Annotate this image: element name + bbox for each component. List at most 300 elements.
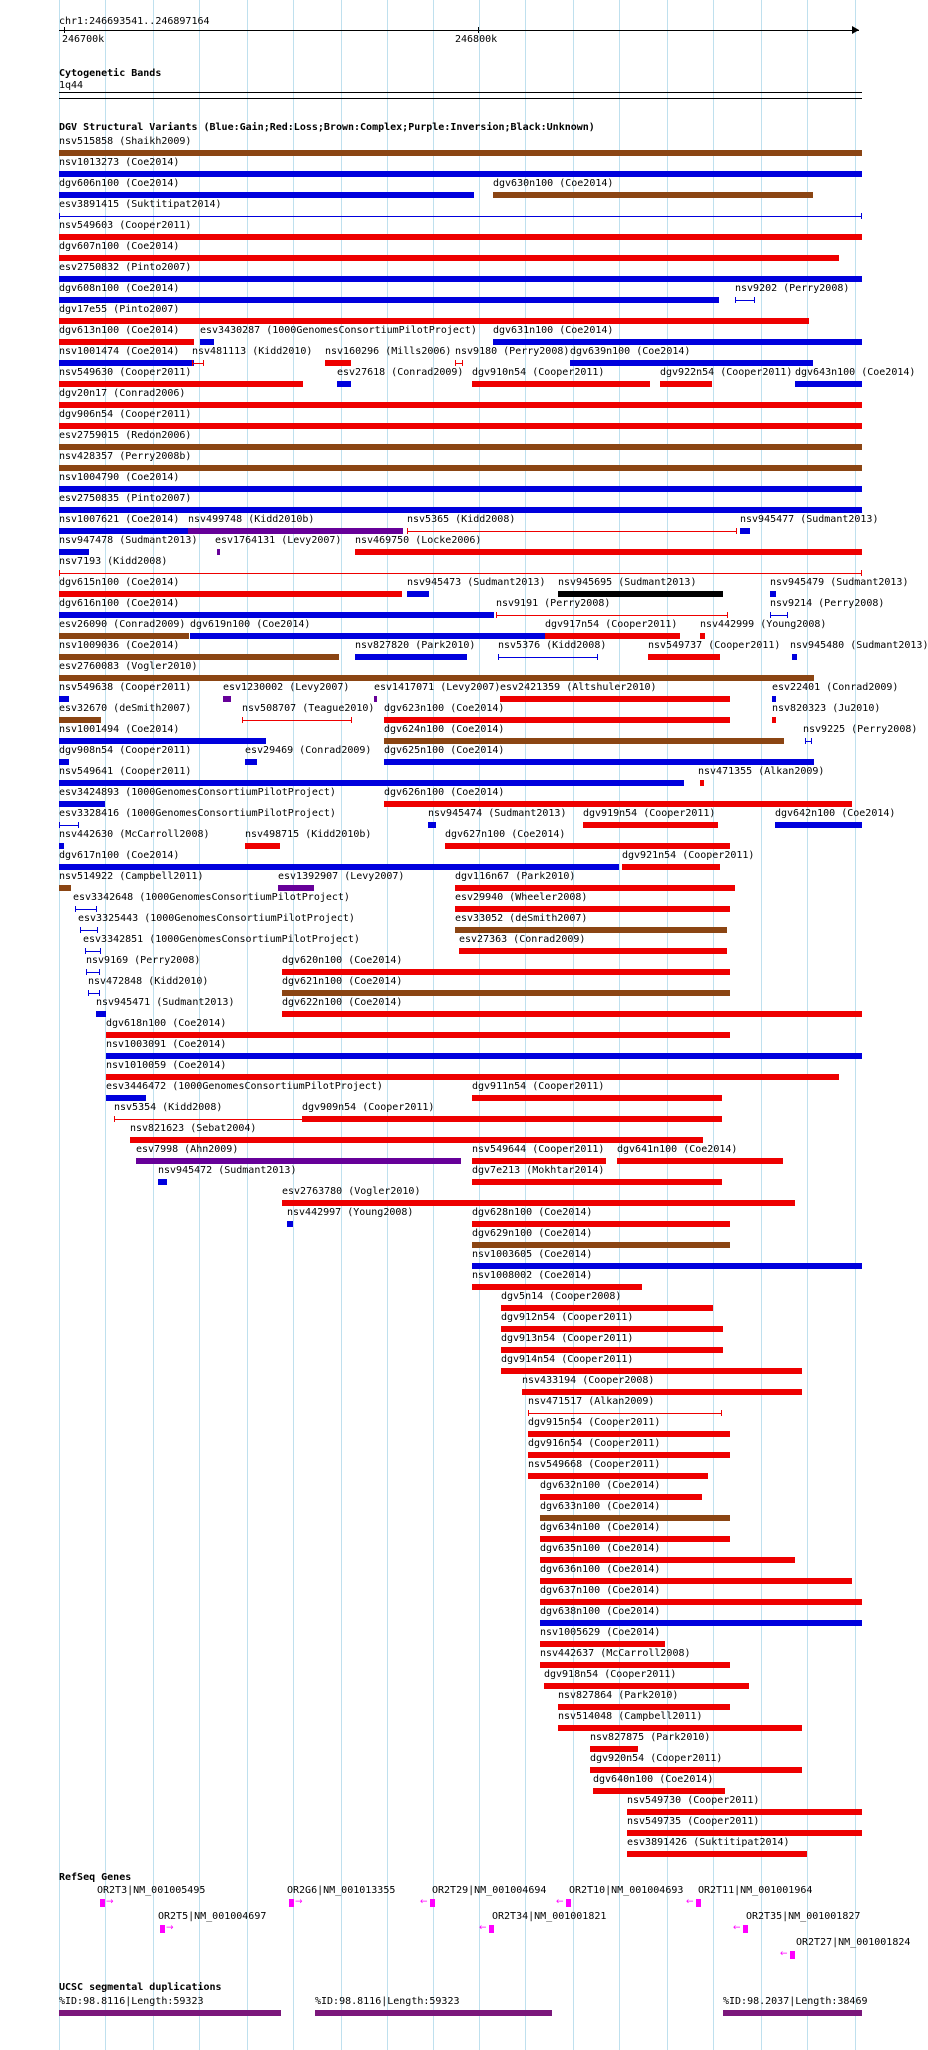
dgv-feature-bar[interactable] (384, 717, 730, 723)
dgv-feature-label[interactable]: dgv624n100 (Coe2014) (384, 724, 505, 735)
dgv-feature-label[interactable]: nsv1008002 (Coe2014) (472, 1270, 593, 1281)
dgv-feature-label[interactable]: dgv633n100 (Coe2014) (540, 1501, 661, 1512)
dgv-feature-bar[interactable] (59, 234, 862, 240)
dgv-feature-label[interactable]: dgv621n100 (Coe2014) (282, 976, 403, 987)
dgv-feature-bar[interactable] (472, 1095, 722, 1101)
dgv-feature-bar[interactable] (190, 633, 570, 639)
dgv-feature-label[interactable]: dgv631n100 (Coe2014) (493, 325, 614, 336)
dgv-feature-label[interactable]: dgv915n54 (Cooper2011) (528, 1417, 661, 1428)
dgv-feature-bar[interactable] (472, 1179, 722, 1185)
gene-glyph[interactable] (743, 1925, 748, 1933)
dgv-feature-bar[interactable] (472, 381, 650, 387)
dgv-feature-bar[interactable] (106, 1074, 839, 1080)
dgv-feature-bar[interactable] (188, 528, 403, 534)
dgv-feature-label[interactable]: nsv5354 (Kidd2008) (114, 1102, 223, 1113)
dgv-feature-bar[interactable] (59, 801, 105, 807)
dgv-feature-label[interactable]: esv3424893 (1000GenomesConsortiumPilotProject) (59, 787, 336, 798)
dgv-feature-label[interactable]: nsv945480 (Sudmant2013) (790, 640, 928, 651)
dgv-feature-label[interactable]: nsv1005629 (Coe2014) (540, 1627, 661, 1638)
gene-label[interactable]: OR2G6|NM_001013355 (287, 1885, 396, 1896)
dgv-feature-bar[interactable] (558, 1725, 802, 1731)
dgv-feature-label[interactable]: nsv1004790 (Coe2014) (59, 472, 180, 483)
dgv-feature-label[interactable]: dgv622n100 (Coe2014) (282, 997, 403, 1008)
dgv-feature-label[interactable]: nsv471517 (Alkan2009) (528, 1396, 655, 1407)
dgv-feature-label[interactable]: dgv17e55 (Pinto2007) (59, 304, 180, 315)
dgv-feature-label[interactable]: dgv617n100 (Coe2014) (59, 850, 180, 861)
dgv-feature-label[interactable]: nsv442637 (McCarroll2008) (540, 1648, 691, 1659)
gene-label[interactable]: OR2T27|NM_001001824 (796, 1937, 911, 1948)
dgv-feature-label[interactable]: nsv442630 (McCarroll2008) (59, 829, 210, 840)
gene-glyph[interactable] (160, 1925, 165, 1933)
dgv-feature-bar[interactable] (59, 696, 69, 702)
dgv-feature-bar[interactable] (245, 759, 257, 765)
dgv-feature-bar[interactable] (627, 1830, 862, 1836)
dgv-feature-bar[interactable] (622, 864, 720, 870)
dgv-feature-bar[interactable] (59, 780, 684, 786)
dgv-feature-label[interactable]: nsv549641 (Cooper2011) (59, 766, 192, 777)
dgv-feature-label[interactable]: nsv481113 (Kidd2010) (192, 346, 313, 357)
dgv-feature-bar[interactable] (522, 1389, 802, 1395)
dgv-feature-bar[interactable] (106, 1032, 730, 1038)
dgv-feature-bar[interactable] (130, 1137, 703, 1143)
dgv-feature-bar[interactable] (278, 885, 314, 891)
dgv-feature-label[interactable]: dgv913n54 (Cooper2011) (501, 1333, 634, 1344)
dgv-feature-bar[interactable] (355, 654, 467, 660)
segdup-bar[interactable] (723, 2010, 862, 2016)
dgv-feature-label[interactable]: nsv549603 (Cooper2011) (59, 220, 192, 231)
dgv-feature-bar[interactable] (770, 591, 776, 597)
dgv-feature-bar[interactable] (472, 1158, 606, 1164)
dgv-feature-label[interactable]: nsv821623 (Sebat2004) (130, 1123, 257, 1134)
dgv-feature-label[interactable]: esv26090 (Conrad2009) (59, 619, 186, 630)
dgv-feature-bar[interactable] (472, 1221, 730, 1227)
gene-glyph[interactable] (430, 1899, 435, 1907)
dgv-feature-label[interactable]: dgv920n54 (Cooper2011) (590, 1753, 723, 1764)
dgv-feature-label[interactable]: esv1764131 (Levy2007) (215, 535, 342, 546)
dgv-feature-label[interactable]: esv3325443 (1000GenomesConsortiumPilotProject) (78, 913, 355, 924)
dgv-feature-label[interactable]: esv2760083 (Vogler2010) (59, 661, 198, 672)
dgv-feature-label[interactable]: dgv613n100 (Coe2014) (59, 325, 180, 336)
gene-label[interactable]: OR2T34|NM_001001821 (492, 1911, 607, 1922)
cytoband-track-title[interactable]: Cytogenetic Bands (59, 68, 162, 79)
segdup-bar[interactable] (315, 2010, 552, 2016)
dgv-feature-label[interactable]: dgv918n54 (Cooper2011) (544, 1669, 677, 1680)
dgv-feature-bar[interactable] (59, 825, 79, 826)
dgv-feature-label[interactable]: esv2750835 (Pinto2007) (59, 493, 192, 504)
dgv-feature-label[interactable]: esv1417071 (Levy2007) (374, 682, 501, 693)
dgv-feature-bar[interactable] (500, 696, 730, 702)
dgv-feature-bar[interactable] (114, 1119, 304, 1120)
dgv-feature-label[interactable]: nsv9202 (Perry2008) (735, 283, 850, 294)
dgv-feature-label[interactable]: dgv639n100 (Coe2014) (570, 346, 691, 357)
dgv-feature-label[interactable]: nsv442997 (Young2008) (287, 1207, 414, 1218)
dgv-feature-bar[interactable] (75, 909, 97, 910)
dgv-feature-bar[interactable] (59, 528, 189, 534)
dgv-feature-bar[interactable] (59, 465, 862, 471)
gene-label[interactable]: OR2T29|NM_001004694 (432, 1885, 547, 1896)
dgv-feature-bar[interactable] (59, 885, 71, 891)
dgv-feature-bar[interactable] (472, 1284, 642, 1290)
dgv-feature-label[interactable]: esv27363 (Conrad2009) (459, 934, 586, 945)
dgv-feature-label[interactable]: esv2421359 (Altshuler2010) (500, 682, 657, 693)
dgv-feature-bar[interactable] (355, 549, 862, 555)
dgv-feature-label[interactable]: nsv945477 (Sudmant2013) (740, 514, 879, 525)
segdup-bar[interactable] (59, 2010, 281, 2016)
dgv-feature-label[interactable]: nsv499748 (Kidd2010b) (188, 514, 315, 525)
dgv-feature-label[interactable]: esv29469 (Conrad2009) (245, 745, 372, 756)
dgv-feature-label[interactable]: nsv7193 (Kidd2008) (59, 556, 168, 567)
dgv-feature-bar[interactable] (59, 276, 862, 282)
dgv-feature-label[interactable]: dgv637n100 (Coe2014) (540, 1585, 661, 1596)
dgv-feature-bar[interactable] (590, 1767, 802, 1773)
dgv-feature-bar[interactable] (106, 1095, 146, 1101)
segdup-label[interactable]: %ID:98.8116|Length:59323 (315, 1996, 460, 2007)
dgv-feature-bar[interactable] (617, 1158, 783, 1164)
dgv-feature-label[interactable]: dgv632n100 (Coe2014) (540, 1480, 661, 1491)
dgv-feature-bar[interactable] (200, 339, 214, 345)
dgv-feature-label[interactable]: nsv5365 (Kidd2008) (407, 514, 516, 525)
refseq-track-title[interactable]: RefSeq Genes (59, 1872, 132, 1883)
dgv-feature-label[interactable]: esv3342648 (1000GenomesConsortiumPilotProject) (73, 892, 350, 903)
dgv-feature-label[interactable]: dgv640n100 (Coe2014) (593, 1774, 714, 1785)
dgv-feature-label[interactable]: nsv9169 (Perry2008) (86, 955, 201, 966)
dgv-feature-label[interactable]: nsv1001494 (Coe2014) (59, 724, 180, 735)
dgv-feature-label[interactable]: esv1392907 (Levy2007) (278, 871, 405, 882)
dgv-feature-label[interactable]: esv33052 (deSmith2007) (455, 913, 588, 924)
dgv-feature-bar[interactable] (501, 1347, 723, 1353)
dgv-feature-bar[interactable] (282, 990, 730, 996)
dgv-feature-bar[interactable] (217, 549, 220, 555)
dgv-feature-label[interactable]: nsv1001474 (Coe2014) (59, 346, 180, 357)
dgv-feature-label[interactable]: dgv5n14 (Cooper2008) (501, 1291, 622, 1302)
gene-glyph[interactable] (696, 1899, 701, 1907)
dgv-feature-label[interactable]: dgv909n54 (Cooper2011) (302, 1102, 435, 1113)
dgv-feature-label[interactable]: dgv625n100 (Coe2014) (384, 745, 505, 756)
dgv-feature-label[interactable]: nsv945479 (Sudmant2013) (770, 577, 909, 588)
dgv-feature-label[interactable]: dgv626n100 (Coe2014) (384, 787, 505, 798)
dgv-feature-label[interactable]: nsv549630 (Cooper2011) (59, 367, 192, 378)
dgv-feature-bar[interactable] (407, 531, 737, 532)
dgv-feature-label[interactable]: esv22401 (Conrad2009) (772, 682, 899, 693)
dgv-feature-bar[interactable] (540, 1662, 730, 1668)
dgv-feature-label[interactable]: esv3891415 (Suktitipat2014) (59, 199, 222, 210)
gene-glyph[interactable] (790, 1951, 795, 1959)
dgv-feature-bar[interactable] (384, 801, 852, 807)
dgv-feature-bar[interactable] (455, 927, 727, 933)
dgv-feature-label[interactable]: nsv549737 (Cooper2011) (648, 640, 781, 651)
dgv-feature-bar[interactable] (544, 1683, 749, 1689)
dgv-feature-label[interactable]: dgv642n100 (Coe2014) (775, 808, 896, 819)
dgv-feature-label[interactable]: dgv606n100 (Coe2014) (59, 178, 180, 189)
dgv-feature-bar[interactable] (136, 1158, 461, 1164)
dgv-feature-bar[interactable] (407, 591, 429, 597)
dgv-feature-label[interactable]: dgv919n54 (Cooper2011) (583, 808, 716, 819)
dgv-feature-bar[interactable] (59, 612, 494, 618)
dgv-feature-label[interactable]: nsv5376 (Kidd2008) (498, 640, 607, 651)
segdup-label[interactable]: %ID:98.8116|Length:59323 (59, 1996, 204, 2007)
gene-label[interactable]: OR2T3|NM_001005495 (97, 1885, 206, 1896)
dgv-feature-label[interactable]: dgv620n100 (Coe2014) (282, 955, 403, 966)
dgv-feature-bar[interactable] (528, 1413, 722, 1414)
dgv-feature-bar[interactable] (540, 1515, 730, 1521)
dgv-feature-label[interactable]: dgv636n100 (Coe2014) (540, 1564, 661, 1575)
dgv-feature-bar[interactable] (337, 381, 351, 387)
dgv-feature-bar[interactable] (59, 591, 402, 597)
dgv-feature-bar[interactable] (287, 1221, 293, 1227)
dgv-feature-label[interactable]: dgv20n17 (Conrad2006) (59, 388, 186, 399)
dgv-feature-bar[interactable] (59, 654, 339, 660)
dgv-feature-label[interactable]: nsv515858 (Shaikh2009) (59, 136, 192, 147)
segdup-label[interactable]: %ID:98.2037|Length:38469 (723, 1996, 868, 2007)
dgv-feature-bar[interactable] (59, 171, 862, 177)
dgv-feature-bar[interactable] (59, 360, 194, 366)
dgv-feature-label[interactable]: esv2759015 (Redon2006) (59, 430, 192, 441)
dgv-feature-bar[interactable] (493, 339, 862, 345)
dgv-feature-bar[interactable] (428, 822, 436, 828)
dgv-feature-label[interactable]: nsv827864 (Park2010) (558, 1690, 679, 1701)
dgv-feature-label[interactable]: esv7998 (Ahn2009) (136, 1144, 239, 1155)
dgv-feature-label[interactable]: nsv469750 (Locke2006) (355, 535, 482, 546)
dgv-feature-bar[interactable] (445, 843, 730, 849)
dgv-feature-label[interactable]: dgv627n100 (Coe2014) (445, 829, 566, 840)
dgv-feature-bar[interactable] (455, 885, 735, 891)
dgv-feature-label[interactable]: nsv945695 (Sudmant2013) (558, 577, 697, 588)
dgv-feature-label[interactable]: nsv428357 (Perry2008b) (59, 451, 192, 462)
dgv-feature-label[interactable]: nsv472848 (Kidd2010) (88, 976, 209, 987)
dgv-feature-label[interactable]: esv27618 (Conrad2009) (337, 367, 464, 378)
dgv-feature-bar[interactable] (583, 822, 718, 828)
dgv-feature-bar[interactable] (540, 1578, 852, 1584)
dgv-feature-bar[interactable] (282, 1011, 862, 1017)
gene-glyph[interactable] (289, 1899, 294, 1907)
dgv-feature-label[interactable]: esv32670 (deSmith2007) (59, 703, 192, 714)
dgv-feature-label[interactable]: dgv643n100 (Coe2014) (795, 367, 916, 378)
dgv-feature-label[interactable]: nsv549730 (Cooper2011) (627, 1795, 760, 1806)
dgv-feature-label[interactable]: nsv945473 (Sudmant2013) (407, 577, 546, 588)
dgv-feature-label[interactable]: dgv630n100 (Coe2014) (493, 178, 614, 189)
dgv-feature-label[interactable]: nsv549644 (Cooper2011) (472, 1144, 605, 1155)
dgv-feature-bar[interactable] (792, 654, 797, 660)
dgv-feature-bar[interactable] (496, 615, 728, 616)
dgv-feature-label[interactable]: nsv498715 (Kidd2010b) (245, 829, 372, 840)
dgv-feature-label[interactable]: dgv917n54 (Cooper2011) (545, 619, 678, 630)
dgv-feature-label[interactable]: nsv1013273 (Coe2014) (59, 157, 180, 168)
dgv-feature-bar[interactable] (59, 150, 862, 156)
dgv-feature-label[interactable]: nsv9214 (Perry2008) (770, 598, 885, 609)
dgv-feature-bar[interactable] (700, 633, 705, 639)
dgv-feature-label[interactable]: nsv827875 (Park2010) (590, 1732, 711, 1743)
dgv-feature-bar[interactable] (59, 423, 862, 429)
dgv-feature-label[interactable]: nsv1003605 (Coe2014) (472, 1249, 593, 1260)
dgv-feature-bar[interactable] (545, 633, 680, 639)
dgv-feature-label[interactable]: dgv914n54 (Cooper2011) (501, 1354, 634, 1365)
dgv-feature-label[interactable]: dgv641n100 (Coe2014) (617, 1144, 738, 1155)
dgv-feature-bar[interactable] (59, 573, 862, 574)
dgv-feature-label[interactable]: nsv549735 (Cooper2011) (627, 1816, 760, 1827)
dgv-feature-label[interactable]: nsv433194 (Cooper2008) (522, 1375, 655, 1386)
dgv-feature-label[interactable]: esv1230002 (Levy2007) (223, 682, 350, 693)
dgv-feature-bar[interactable] (59, 675, 814, 681)
dgv-track-title[interactable]: DGV Structural Variants (Blue:Gain;Red:Loss;Brown:Complex;Purple:Inversion;Black:Unknown) (59, 122, 595, 133)
dgv-feature-bar[interactable] (59, 318, 809, 324)
dgv-feature-label[interactable]: nsv514048 (Campbell2011) (558, 1711, 703, 1722)
dgv-feature-label[interactable]: dgv906n54 (Cooper2011) (59, 409, 192, 420)
dgv-feature-label[interactable]: esv2763780 (Vogler2010) (282, 1186, 421, 1197)
dgv-feature-label[interactable]: nsv549638 (Cooper2011) (59, 682, 192, 693)
dgv-feature-label[interactable]: dgv615n100 (Coe2014) (59, 577, 180, 588)
dgv-feature-bar[interactable] (558, 591, 723, 597)
dgv-feature-bar[interactable] (660, 381, 712, 387)
dgv-feature-bar[interactable] (540, 1557, 795, 1563)
dgv-feature-label[interactable]: nsv160296 (Mills2006) (325, 346, 452, 357)
dgv-feature-bar[interactable] (59, 717, 101, 723)
dgv-feature-bar[interactable] (593, 1788, 725, 1794)
dgv-feature-bar[interactable] (223, 696, 231, 702)
dgv-feature-bar[interactable] (540, 1494, 702, 1500)
dgv-feature-label[interactable]: dgv908n54 (Cooper2011) (59, 745, 192, 756)
dgv-feature-label[interactable]: dgv922n54 (Cooper2011) (660, 367, 793, 378)
dgv-feature-bar[interactable] (59, 402, 862, 408)
dgv-feature-label[interactable]: dgv616n100 (Coe2014) (59, 598, 180, 609)
dgv-feature-bar[interactable] (540, 1641, 665, 1647)
gene-label[interactable]: OR2T5|NM_001004697 (158, 1911, 267, 1922)
dgv-feature-bar[interactable] (627, 1851, 807, 1857)
dgv-feature-label[interactable]: nsv9191 (Perry2008) (496, 598, 611, 609)
dgv-feature-label[interactable]: nsv1007621 (Coe2014) (59, 514, 180, 525)
dgv-feature-bar[interactable] (648, 654, 720, 660)
dgv-feature-label[interactable]: dgv618n100 (Coe2014) (106, 1018, 227, 1029)
dgv-feature-label[interactable]: dgv638n100 (Coe2014) (540, 1606, 661, 1617)
dgv-feature-bar[interactable] (700, 780, 704, 786)
dgv-feature-bar[interactable] (772, 717, 776, 723)
dgv-feature-bar[interactable] (59, 297, 719, 303)
dgv-feature-label[interactable]: dgv910n54 (Cooper2011) (472, 367, 605, 378)
dgv-feature-bar[interactable] (498, 657, 598, 658)
dgv-feature-bar[interactable] (627, 1809, 862, 1815)
dgv-feature-label[interactable]: dgv634n100 (Coe2014) (540, 1522, 661, 1533)
dgv-feature-bar[interactable] (740, 528, 750, 534)
dgv-feature-bar[interactable] (528, 1431, 730, 1437)
dgv-feature-label[interactable]: esv29940 (Wheeler2008) (455, 892, 588, 903)
dgv-feature-label[interactable]: dgv116n67 (Park2010) (455, 871, 576, 882)
dgv-feature-bar[interactable] (59, 507, 862, 513)
dgv-feature-label[interactable]: esv3430287 (1000GenomesConsortiumPilotProject) (200, 325, 477, 336)
dgv-feature-label[interactable]: nsv471355 (Alkan2009) (698, 766, 825, 777)
dgv-feature-label[interactable]: esv3342851 (1000GenomesConsortiumPilotProject) (83, 934, 360, 945)
dgv-feature-label[interactable]: nsv508707 (Teague2010) (242, 703, 375, 714)
gene-label[interactable]: OR2T35|NM_001001827 (746, 1911, 861, 1922)
dgv-feature-bar[interactable] (59, 192, 474, 198)
dgv-feature-bar[interactable] (59, 549, 89, 555)
dgv-feature-bar[interactable] (59, 339, 194, 345)
dgv-feature-bar[interactable] (455, 906, 730, 912)
dgv-feature-label[interactable]: esv2750832 (Pinto2007) (59, 262, 192, 273)
dgv-feature-label[interactable]: dgv608n100 (Coe2014) (59, 283, 180, 294)
dgv-feature-bar[interactable] (80, 930, 98, 931)
dgv-feature-label[interactable]: nsv947478 (Sudmant2013) (59, 535, 198, 546)
dgv-feature-label[interactable]: dgv921n54 (Cooper2011) (622, 850, 755, 861)
dgv-feature-label[interactable]: dgv916n54 (Cooper2011) (528, 1438, 661, 1449)
gene-glyph[interactable] (566, 1899, 571, 1907)
dgv-feature-label[interactable]: nsv514922 (Campbell2011) (59, 871, 204, 882)
dgv-feature-bar[interactable] (384, 759, 814, 765)
dgv-feature-bar[interactable] (472, 1242, 730, 1248)
dgv-feature-label[interactable]: dgv628n100 (Coe2014) (472, 1207, 593, 1218)
dgv-feature-bar[interactable] (472, 1263, 862, 1269)
dgv-feature-label[interactable]: dgv912n54 (Cooper2011) (501, 1312, 634, 1323)
dgv-feature-bar[interactable] (106, 1053, 862, 1059)
dgv-feature-label[interactable]: dgv7e213 (Mokhtar2014) (472, 1165, 605, 1176)
dgv-feature-bar[interactable] (59, 759, 69, 765)
dgv-feature-label[interactable]: esv3891426 (Suktitipat2014) (627, 1837, 790, 1848)
dgv-feature-bar[interactable] (86, 972, 100, 973)
dgv-feature-label[interactable]: nsv945471 (Sudmant2013) (96, 997, 235, 1008)
segdup-track-title[interactable]: UCSC segmental duplications (59, 1982, 222, 1993)
dgv-feature-label[interactable]: nsv9180 (Perry2008) (455, 346, 570, 357)
dgv-feature-label[interactable]: nsv1010059 (Coe2014) (106, 1060, 227, 1071)
dgv-feature-bar[interactable] (770, 615, 788, 616)
dgv-feature-label[interactable]: nsv945472 (Sudmant2013) (158, 1165, 297, 1176)
gene-label[interactable]: OR2T10|NM_001004693 (569, 1885, 684, 1896)
dgv-feature-label[interactable]: nsv1009036 (Coe2014) (59, 640, 180, 651)
dgv-feature-bar[interactable] (59, 843, 64, 849)
dgv-feature-bar[interactable] (245, 843, 280, 849)
dgv-feature-bar[interactable] (59, 738, 266, 744)
dgv-feature-bar[interactable] (570, 360, 813, 366)
dgv-feature-bar[interactable] (540, 1536, 730, 1542)
dgv-feature-bar[interactable] (528, 1473, 708, 1479)
dgv-feature-bar[interactable] (59, 486, 862, 492)
dgv-feature-label[interactable]: nsv442999 (Young2008) (700, 619, 827, 630)
dgv-feature-label[interactable]: dgv607n100 (Coe2014) (59, 241, 180, 252)
dgv-feature-bar[interactable] (590, 1746, 638, 1752)
dgv-feature-label[interactable]: dgv629n100 (Coe2014) (472, 1228, 593, 1239)
dgv-feature-bar[interactable] (282, 1200, 795, 1206)
dgv-feature-label[interactable]: nsv827820 (Park2010) (355, 640, 476, 651)
dgv-feature-bar[interactable] (775, 822, 862, 828)
dgv-feature-label[interactable]: dgv623n100 (Coe2014) (384, 703, 505, 714)
dgv-feature-bar[interactable] (302, 1116, 722, 1122)
dgv-feature-bar[interactable] (501, 1305, 713, 1311)
dgv-feature-bar[interactable] (59, 216, 862, 217)
gene-glyph[interactable] (100, 1899, 105, 1907)
dgv-feature-bar[interactable] (772, 696, 776, 702)
dgv-feature-bar[interactable] (540, 1620, 862, 1626)
dgv-feature-bar[interactable] (59, 381, 303, 387)
dgv-feature-bar[interactable] (374, 696, 377, 702)
dgv-feature-label[interactable]: nsv9225 (Perry2008) (803, 724, 918, 735)
dgv-feature-bar[interactable] (384, 738, 784, 744)
dgv-feature-bar[interactable] (558, 1704, 730, 1710)
dgv-feature-bar[interactable] (85, 951, 101, 952)
dgv-feature-label[interactable]: dgv619n100 (Coe2014) (190, 619, 311, 630)
dgv-feature-bar[interactable] (735, 300, 755, 301)
dgv-feature-bar[interactable] (59, 864, 619, 870)
dgv-feature-bar[interactable] (493, 192, 813, 198)
dgv-feature-bar[interactable] (59, 255, 839, 261)
dgv-feature-bar[interactable] (242, 720, 352, 721)
dgv-feature-bar[interactable] (501, 1326, 723, 1332)
dgv-feature-bar[interactable] (282, 969, 730, 975)
dgv-feature-bar[interactable] (459, 948, 727, 954)
dgv-feature-label[interactable]: dgv635n100 (Coe2014) (540, 1543, 661, 1554)
dgv-feature-label[interactable]: esv3446472 (1000GenomesConsortiumPilotProject) (106, 1081, 383, 1092)
gene-glyph[interactable] (489, 1925, 494, 1933)
dgv-feature-bar[interactable] (59, 633, 189, 639)
dgv-feature-bar[interactable] (540, 1599, 862, 1605)
dgv-feature-bar[interactable] (501, 1368, 802, 1374)
dgv-feature-bar[interactable] (158, 1179, 167, 1185)
